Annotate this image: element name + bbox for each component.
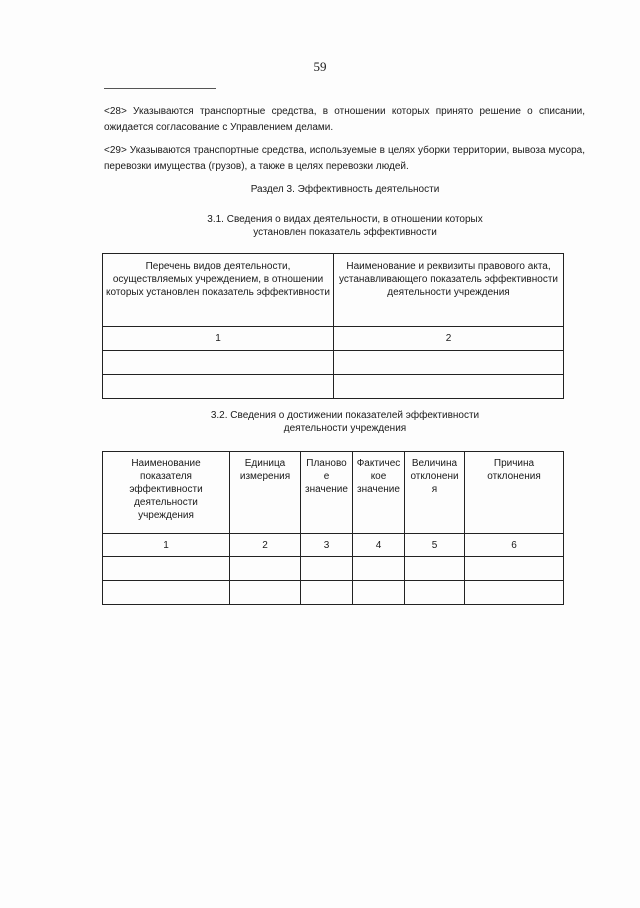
table-cell bbox=[103, 581, 230, 605]
table-header-row bbox=[103, 452, 564, 534]
table-3-1-title-line2: установлен показатель эффективности bbox=[253, 227, 437, 238]
table-header-row bbox=[103, 254, 564, 327]
column-number: 3 bbox=[301, 534, 353, 557]
table-cell bbox=[353, 581, 405, 605]
table-cell bbox=[405, 581, 465, 605]
column-number: 1 bbox=[103, 534, 230, 557]
table-cell bbox=[230, 557, 301, 581]
table-number-row bbox=[103, 327, 564, 351]
header-cell-deviation-reason: Причина отклонения bbox=[465, 452, 564, 534]
table-cell bbox=[301, 581, 353, 605]
footnote-29: <29> Указываются транспортные средства, используемые в целях уборки территории, вывоза мусора, перевозки имущества (грузов), а также в целях перевозки людей. bbox=[104, 145, 585, 172]
table-cell bbox=[230, 581, 301, 605]
column-number: 6 bbox=[465, 534, 564, 557]
table-cell bbox=[301, 557, 353, 581]
table-row bbox=[103, 557, 564, 581]
page-number: 59 bbox=[313, 59, 327, 74]
table-cell bbox=[103, 557, 230, 581]
section-title: Раздел 3. Эффективность деятельности bbox=[250, 184, 440, 195]
table-cell bbox=[353, 557, 405, 581]
table-3-1-title-line1: 3.1. Сведения о видах деятельности, в отношении которых bbox=[207, 214, 483, 225]
table-cell bbox=[465, 557, 564, 581]
table-cell bbox=[334, 375, 564, 399]
column-number: 1 bbox=[103, 327, 334, 351]
table-cell bbox=[103, 351, 334, 375]
column-number: 5 bbox=[405, 534, 465, 557]
header-cell-planned-value: Планово е значение bbox=[301, 452, 353, 534]
table-cell bbox=[405, 557, 465, 581]
footnote-28: <28> Указываются транспортные средства, в отношении которых принято решение о списании, ожидается согласование с Управлением делами. bbox=[104, 106, 585, 133]
table-3-2-title-line1: 3.2. Сведения о достижении показателей эффективности bbox=[210, 410, 480, 421]
table-3-1 bbox=[102, 253, 564, 399]
column-number: 4 bbox=[353, 534, 405, 557]
header-cell-deviation: Величина отклонени я bbox=[405, 452, 465, 534]
footnote-separator bbox=[104, 88, 216, 89]
table-cell bbox=[103, 375, 334, 399]
column-number: 2 bbox=[230, 534, 301, 557]
table-cell bbox=[465, 581, 564, 605]
column-number: 2 bbox=[334, 327, 564, 351]
table-3-2-title-line2: деятельности учреждения bbox=[283, 423, 407, 434]
header-cell-actual-value: Фактичес кое значение bbox=[353, 452, 405, 534]
table-row bbox=[103, 351, 564, 375]
table-number-row bbox=[103, 534, 564, 557]
table-3-2 bbox=[102, 451, 564, 605]
table-row bbox=[103, 581, 564, 605]
table-3-1-title bbox=[0, 213, 640, 239]
header-cell-activities: Перечень видов деятельности, осуществляемых учреждением, в отношении которых установлен показатель эффективности bbox=[103, 254, 334, 327]
header-cell-indicator-name: Наименование показателя эффективности деятельности учреждения bbox=[103, 452, 230, 534]
table-cell bbox=[334, 351, 564, 375]
table-row bbox=[103, 375, 564, 399]
table-3-2-title bbox=[0, 409, 640, 435]
header-cell-legal-act: Наименование и реквизиты правового акта, устанавливающего показатель эффективности деятельности учреждения bbox=[334, 254, 564, 327]
header-cell-unit: Единица измерения bbox=[230, 452, 301, 534]
